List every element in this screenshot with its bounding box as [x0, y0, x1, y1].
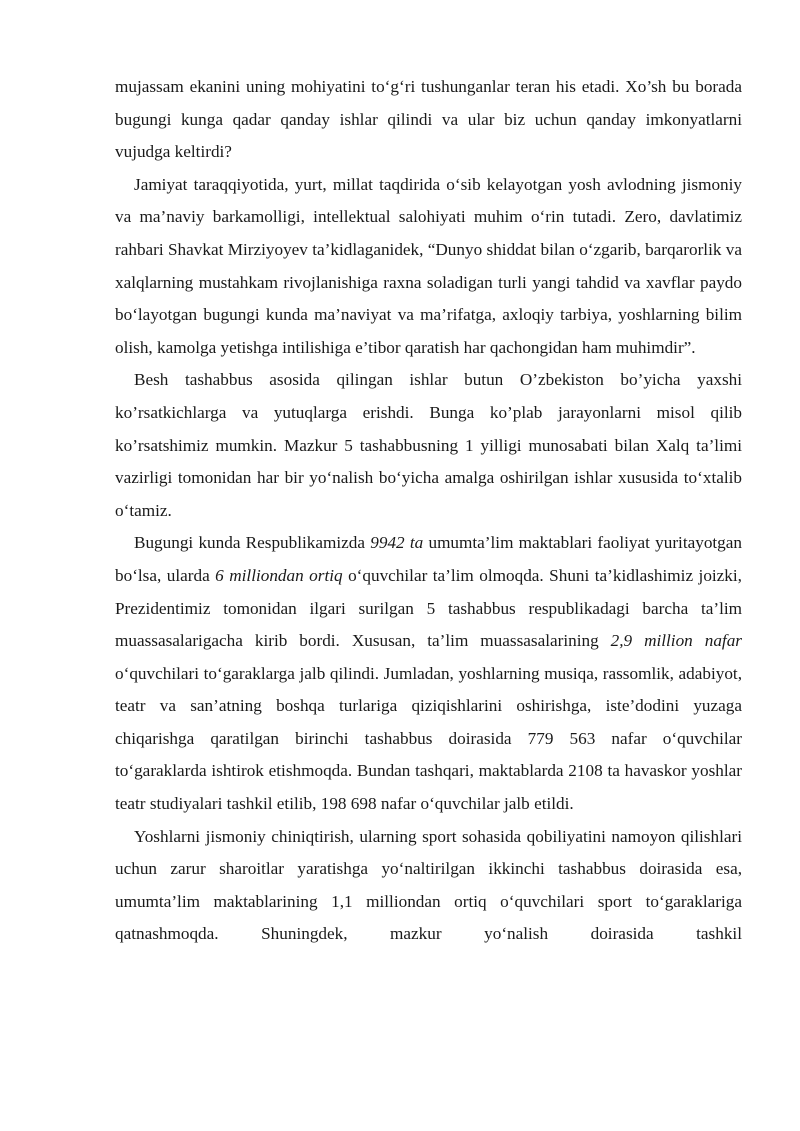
paragraph-text: umumta’lim maktablari faoliyat yuritayotgan bo‘lsa, ularda	[115, 533, 742, 585]
emphasized-text: 9942 ta	[370, 533, 424, 553]
paragraph	[115, 71, 742, 169]
emphasized-text: 2,9 million nafar	[610, 631, 742, 651]
paragraph-text: Bugungi kunda Respublikamizda	[134, 533, 371, 553]
paragraph-text: mujassam ekanini uning mohiyatini to‘g‘ri tushunganlar teran his etadi. Xo’sh bu borada bugungi kunga qadar qanday ishlar qilindi va ular biz uchun qanday imkonyatlarni vujudga keltirdi?	[115, 77, 742, 162]
paragraph-text: o‘quvchilari to‘garaklarga jalb qilindi. Jumladan, yoshlarning musiqa, rassomlik, adabiyot, teatr va san’atning boshqa turlariga qiziqishlarini oshirishga, iste’dodini yuzaga chiqarishga qaratilgan birinchi tashabbus doirasida 779 563 nafar o‘quvchilar to‘garaklarda ishtirok etishmoqda. Bundan tashqari, maktablarda 2108 ta havaskor yoshlar teatr studiyalari tashkil etilib, 198 698 nafar o‘quvchilar jalb etildi.	[115, 663, 742, 814]
paragraph-text: Yoshlarni jismoniy chiniqtirish, ularning sport sohasida qobiliyatini namoyon qilishlari uchun zarur sharoitlar yaratishga yo‘naltirilgan ikkinchi tashabbus doirasida esa, umumta’lim maktablarining 1,1 milliondan ortiq o‘quvchilari sport to‘garaklariga qatnashmoqda. Shuningdek, mazkur yo‘nalish doirasida tashkil	[115, 826, 742, 944]
paragraph	[115, 169, 742, 365]
document-body	[115, 71, 742, 951]
paragraph	[115, 527, 742, 820]
paragraph-text: o‘quvchilar ta’lim olmoqda. Shuni ta’kidlashimiz joizki, Prezidentimiz tomonidan ilgari surilgan 5 tashabbus respublikadagi barcha ta’lim muassasalarigacha kirib bordi. Xususan, ta’lim muassasalarining	[115, 565, 742, 651]
paragraph-text: Jamiyat taraqqiyotida, yurt, millat taqdirida o‘sib kelayotgan yosh avlodning jismoniy va ma’naviy barkamolligi, intellektual salohiyati muhim o‘rin tutadi. Zero, davlatimiz rahbari Shavkat Mirziyoyev ta’kidlaganidek, “Dunyo shiddat bilan o‘zgarib, barqarorlik va xalqlarning mustahkam rivojlanishiga raxna soladigan turli yangi tahdid va xavflar paydo bo‘layotgan bugungi kunda ma’naviyat va ma’rifatga, axloqiy tarbiya, yoshlarning bilim olish, kamolga yetishga intilishiga e’tibor qaratish har qachongidan ham muhimdir”.	[115, 174, 742, 357]
paragraph	[115, 821, 742, 951]
paragraph-text: Besh tashabbus asosida qilingan ishlar butun O’zbekiston bo’yicha yaxshi ko’rsatkichlarga va yutuqlarga erishdi. Bunga ko’plab jarayonlarni misol qilib ko’rsatshimiz mumkin. Mazkur 5 tashabbusning 1 yilligi munosabati bilan Xalq ta’limi vazirligi tomonidan har bir yo‘nalish bo‘yicha amalga oshirilgan ishlar xususida to‘xtalib o‘tamiz.	[115, 370, 742, 520]
emphasized-text: 6 milliondan ortiq	[215, 565, 343, 585]
paragraph	[115, 364, 742, 527]
